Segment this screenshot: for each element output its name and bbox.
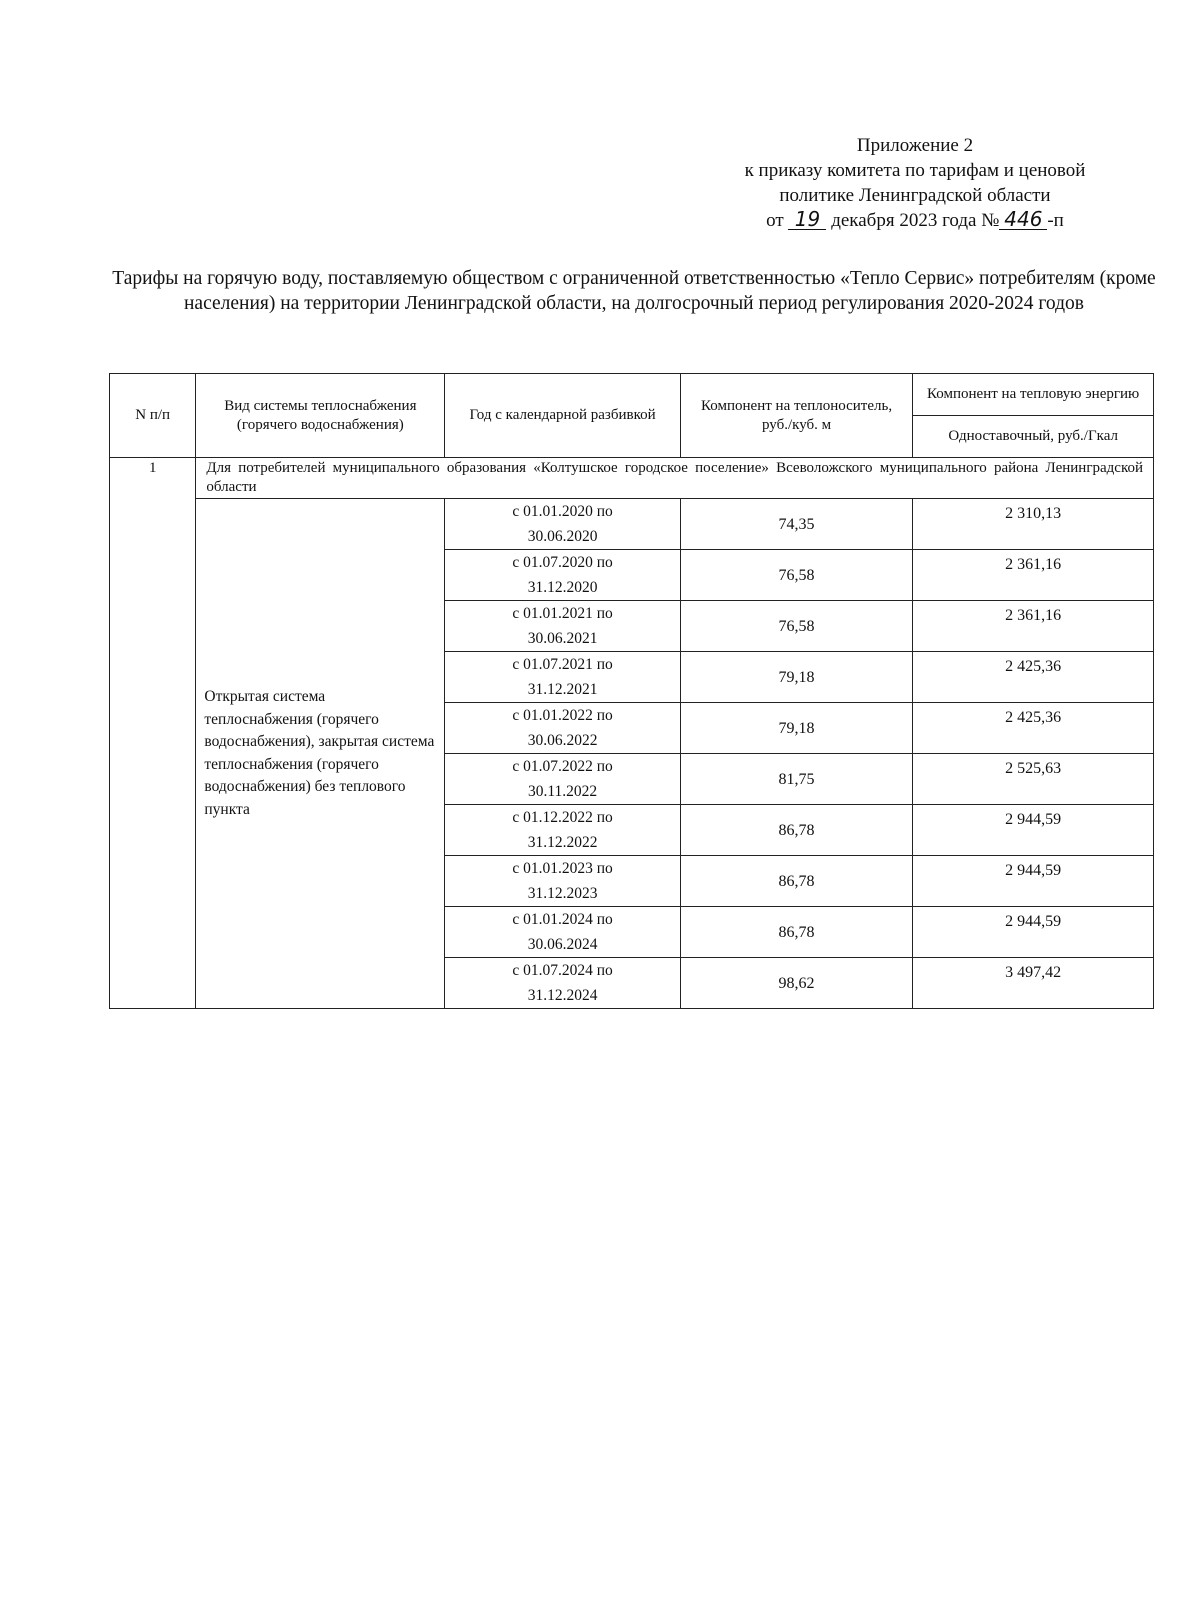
period-to: 31.12.2023 xyxy=(527,885,598,902)
group-label: Для потребителей муниципального образования «Колтушское городское поселение» Всеволожского муниципального района Ленинградской области xyxy=(196,458,1154,499)
header-system: Вид системы теплоснабжения (горячего водоснабжения) xyxy=(196,374,445,458)
period-cell xyxy=(445,550,681,601)
period-from: с 01.01.2022 по xyxy=(512,707,613,724)
date-rest: декабря 2023 года № xyxy=(831,210,1000,231)
carrier-value: 86,78 xyxy=(680,805,912,856)
period-to: 31.12.2022 xyxy=(527,834,598,851)
header-number: N п/п xyxy=(110,374,196,458)
carrier-value: 79,18 xyxy=(680,652,912,703)
period-from: с 01.07.2024 по xyxy=(512,962,613,979)
annex-header xyxy=(690,133,1140,233)
handwritten-day: 19 xyxy=(788,209,826,230)
period-cell xyxy=(445,958,681,1009)
system-type-cell: Открытая система теплоснабжения (горячего водоснабжения), закрытая система теплоснабжения (горячего водоснабжения) без теплового пункта xyxy=(196,499,445,1009)
period-to: 30.06.2020 xyxy=(527,528,598,545)
annex-title: Приложение 2 xyxy=(856,135,974,156)
carrier-value: 74,35 xyxy=(680,499,912,550)
period-from: с 01.01.2024 по xyxy=(512,911,613,928)
handwritten-order-number: 446 xyxy=(999,209,1047,230)
energy-value: 2 944,59 xyxy=(913,907,1154,958)
energy-value: 2 361,16 xyxy=(913,601,1154,652)
period-to: 31.12.2024 xyxy=(527,987,598,1004)
energy-value: 2 944,59 xyxy=(913,805,1154,856)
carrier-value: 76,58 xyxy=(680,601,912,652)
period-to: 30.06.2021 xyxy=(527,630,598,647)
annex-committee: политике Ленинградской области xyxy=(779,185,1051,206)
period-cell xyxy=(445,805,681,856)
period-from: с 01.07.2022 по xyxy=(512,758,613,775)
period-from: с 01.01.2023 по xyxy=(512,860,613,877)
energy-value: 2 361,16 xyxy=(913,550,1154,601)
row-number: 1 xyxy=(110,458,196,1009)
period-to: 30.06.2022 xyxy=(527,732,598,749)
energy-value: 2 525,63 xyxy=(913,754,1154,805)
period-from: с 01.01.2021 по xyxy=(512,605,613,622)
period-cell xyxy=(445,499,681,550)
annex-order-reference: к приказу комитета по тарифам и ценовой xyxy=(744,160,1086,181)
energy-value: 2 425,36 xyxy=(913,703,1154,754)
header-energy: Компонент на тепловую энергию xyxy=(913,374,1154,416)
carrier-value: 86,78 xyxy=(680,856,912,907)
period-to: 30.06.2024 xyxy=(527,936,598,953)
period-cell xyxy=(445,601,681,652)
period-cell xyxy=(445,652,681,703)
period-from: с 01.12.2022 по xyxy=(512,809,613,826)
annex-date-line xyxy=(690,208,1140,233)
period-from: с 01.01.2020 по xyxy=(512,503,613,520)
carrier-value: 81,75 xyxy=(680,754,912,805)
carrier-value: 86,78 xyxy=(680,907,912,958)
table-row xyxy=(110,499,1154,550)
tariff-table xyxy=(109,373,1154,1009)
energy-value: 3 497,42 xyxy=(913,958,1154,1009)
period-to: 30.11.2022 xyxy=(527,783,598,800)
header-period: Год с календарной разбивкой xyxy=(445,374,681,458)
period-from: с 01.07.2021 по xyxy=(512,656,613,673)
period-cell xyxy=(445,907,681,958)
carrier-value: 79,18 xyxy=(680,703,912,754)
header-carrier: Компонент на теплоноситель, руб./куб. м xyxy=(680,374,912,458)
carrier-value: 76,58 xyxy=(680,550,912,601)
header-energy-single-rate: Одноставочный, руб./Гкал xyxy=(913,416,1154,458)
period-cell xyxy=(445,856,681,907)
order-suffix: -п xyxy=(1047,210,1064,231)
energy-value: 2 425,36 xyxy=(913,652,1154,703)
energy-value: 2 944,59 xyxy=(913,856,1154,907)
period-from: с 01.07.2020 по xyxy=(512,554,613,571)
energy-value: 2 310,13 xyxy=(913,499,1154,550)
carrier-value: 98,62 xyxy=(680,958,912,1009)
date-prefix: от xyxy=(766,210,784,231)
period-cell xyxy=(445,703,681,754)
period-to: 31.12.2020 xyxy=(527,579,598,596)
period-to: 31.12.2021 xyxy=(527,681,598,698)
document-title: Тарифы на горячую воду, поставляемую обществом с ограниченной ответственностью «Тепло Сервис» потребителям (кроме населения) на территории Ленинградской области, на долгосрочный период регулирования 2020-2024 годов xyxy=(112,268,1156,314)
period-cell xyxy=(445,754,681,805)
